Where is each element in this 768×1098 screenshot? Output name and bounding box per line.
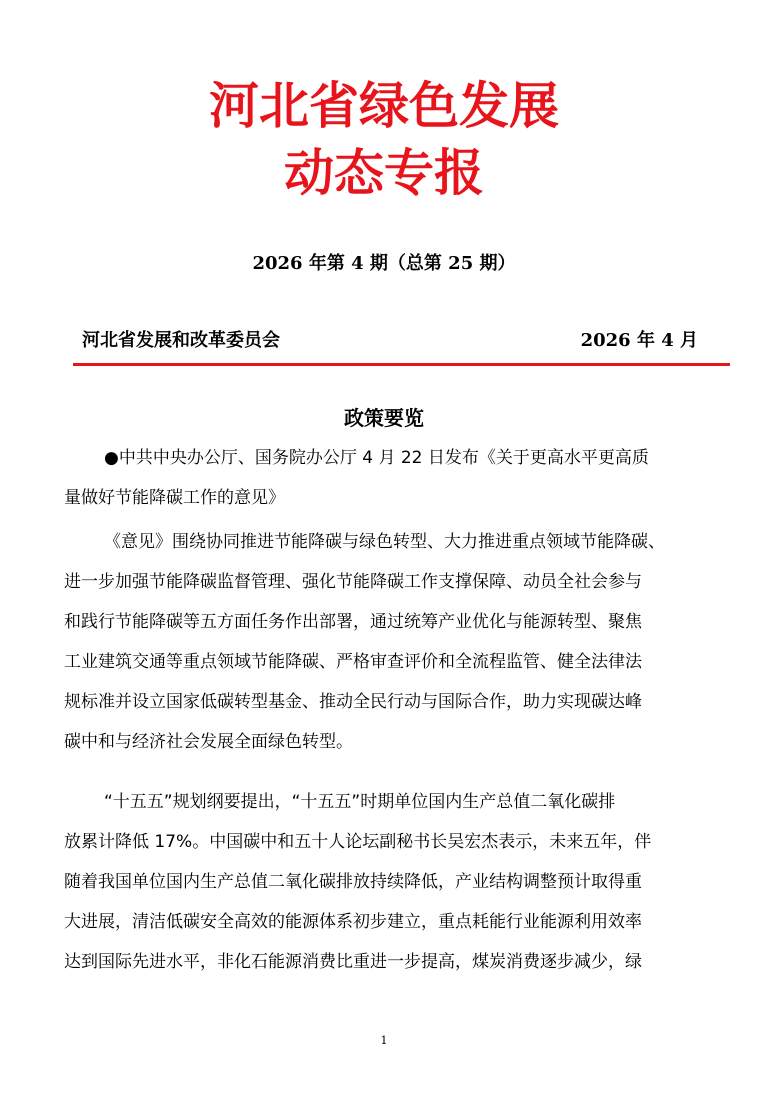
paragraph-line: 随着我国单位国内生产总值二氧化碳排放持续降低，产业结构调整预计取得重 xyxy=(64,872,642,892)
section-title: 政策要览 xyxy=(344,406,424,430)
header-divider xyxy=(73,363,730,366)
paragraph-line: 进一步加强节能降碳监督管理、强化节能降碳工作支撑保障、动员全社会参与 xyxy=(64,572,642,592)
publisher-name: 河北省发展和改革委员会 xyxy=(82,330,280,351)
paragraph-line: 和践行节能降碳等五方面任务作出部署，通过统筹产业优化与能源转型、聚焦 xyxy=(64,612,642,632)
paragraph-line: ●中共中央办公厅、国务院办公厅 4 月 22 日发布《关于更高水平更高质 xyxy=(104,448,649,468)
paragraph-line: 工业建筑交通等重点领域节能降碳、严格审查评价和全流程监管、健全法律法 xyxy=(64,652,642,672)
report-title-line1: 河北省绿色发展 xyxy=(209,77,559,135)
paragraph-line: “十五五”规划纲要提出，“十五五”时期单位国内生产总值二氧化碳排 xyxy=(104,792,616,812)
paragraph-line: 放累计降低 17%。中国碳中和五十人论坛副秘书长吴宏杰表示，未来五年，伴 xyxy=(64,832,652,852)
paragraph-headline xyxy=(64,438,702,518)
issue-number: 2026 年第 4 期（总第 25 期） xyxy=(252,253,516,274)
paragraph-line: 碳中和与经济社会发展全面绿色转型。 xyxy=(64,732,353,752)
paragraph-line: 《意见》围绕协同推进节能降碳与绿色转型、大力推进重点领域节能降碳、 xyxy=(104,532,665,552)
paragraph-line: 达到国际先进水平，非化石能源消费比重进一步提高，煤炭消费逐步减少，绿 xyxy=(64,952,642,972)
paragraph-plan xyxy=(64,782,702,982)
paragraph-line: 量做好节能降碳工作的意见》 xyxy=(64,488,285,508)
report-title-line2: 动态专报 xyxy=(284,144,484,202)
page-number: 1 xyxy=(380,1034,388,1047)
paragraph-line: 大进展，清洁低碳安全高效的能源体系初步建立，重点耗能行业能源利用效率 xyxy=(64,912,642,932)
publication-date: 2026 年 4 月 xyxy=(580,330,698,351)
paragraph-line: 规标准并设立国家低碳转型基金、推动全民行动与国际合作，助力实现碳达峰 xyxy=(64,692,642,712)
paragraph-summary xyxy=(64,522,702,762)
